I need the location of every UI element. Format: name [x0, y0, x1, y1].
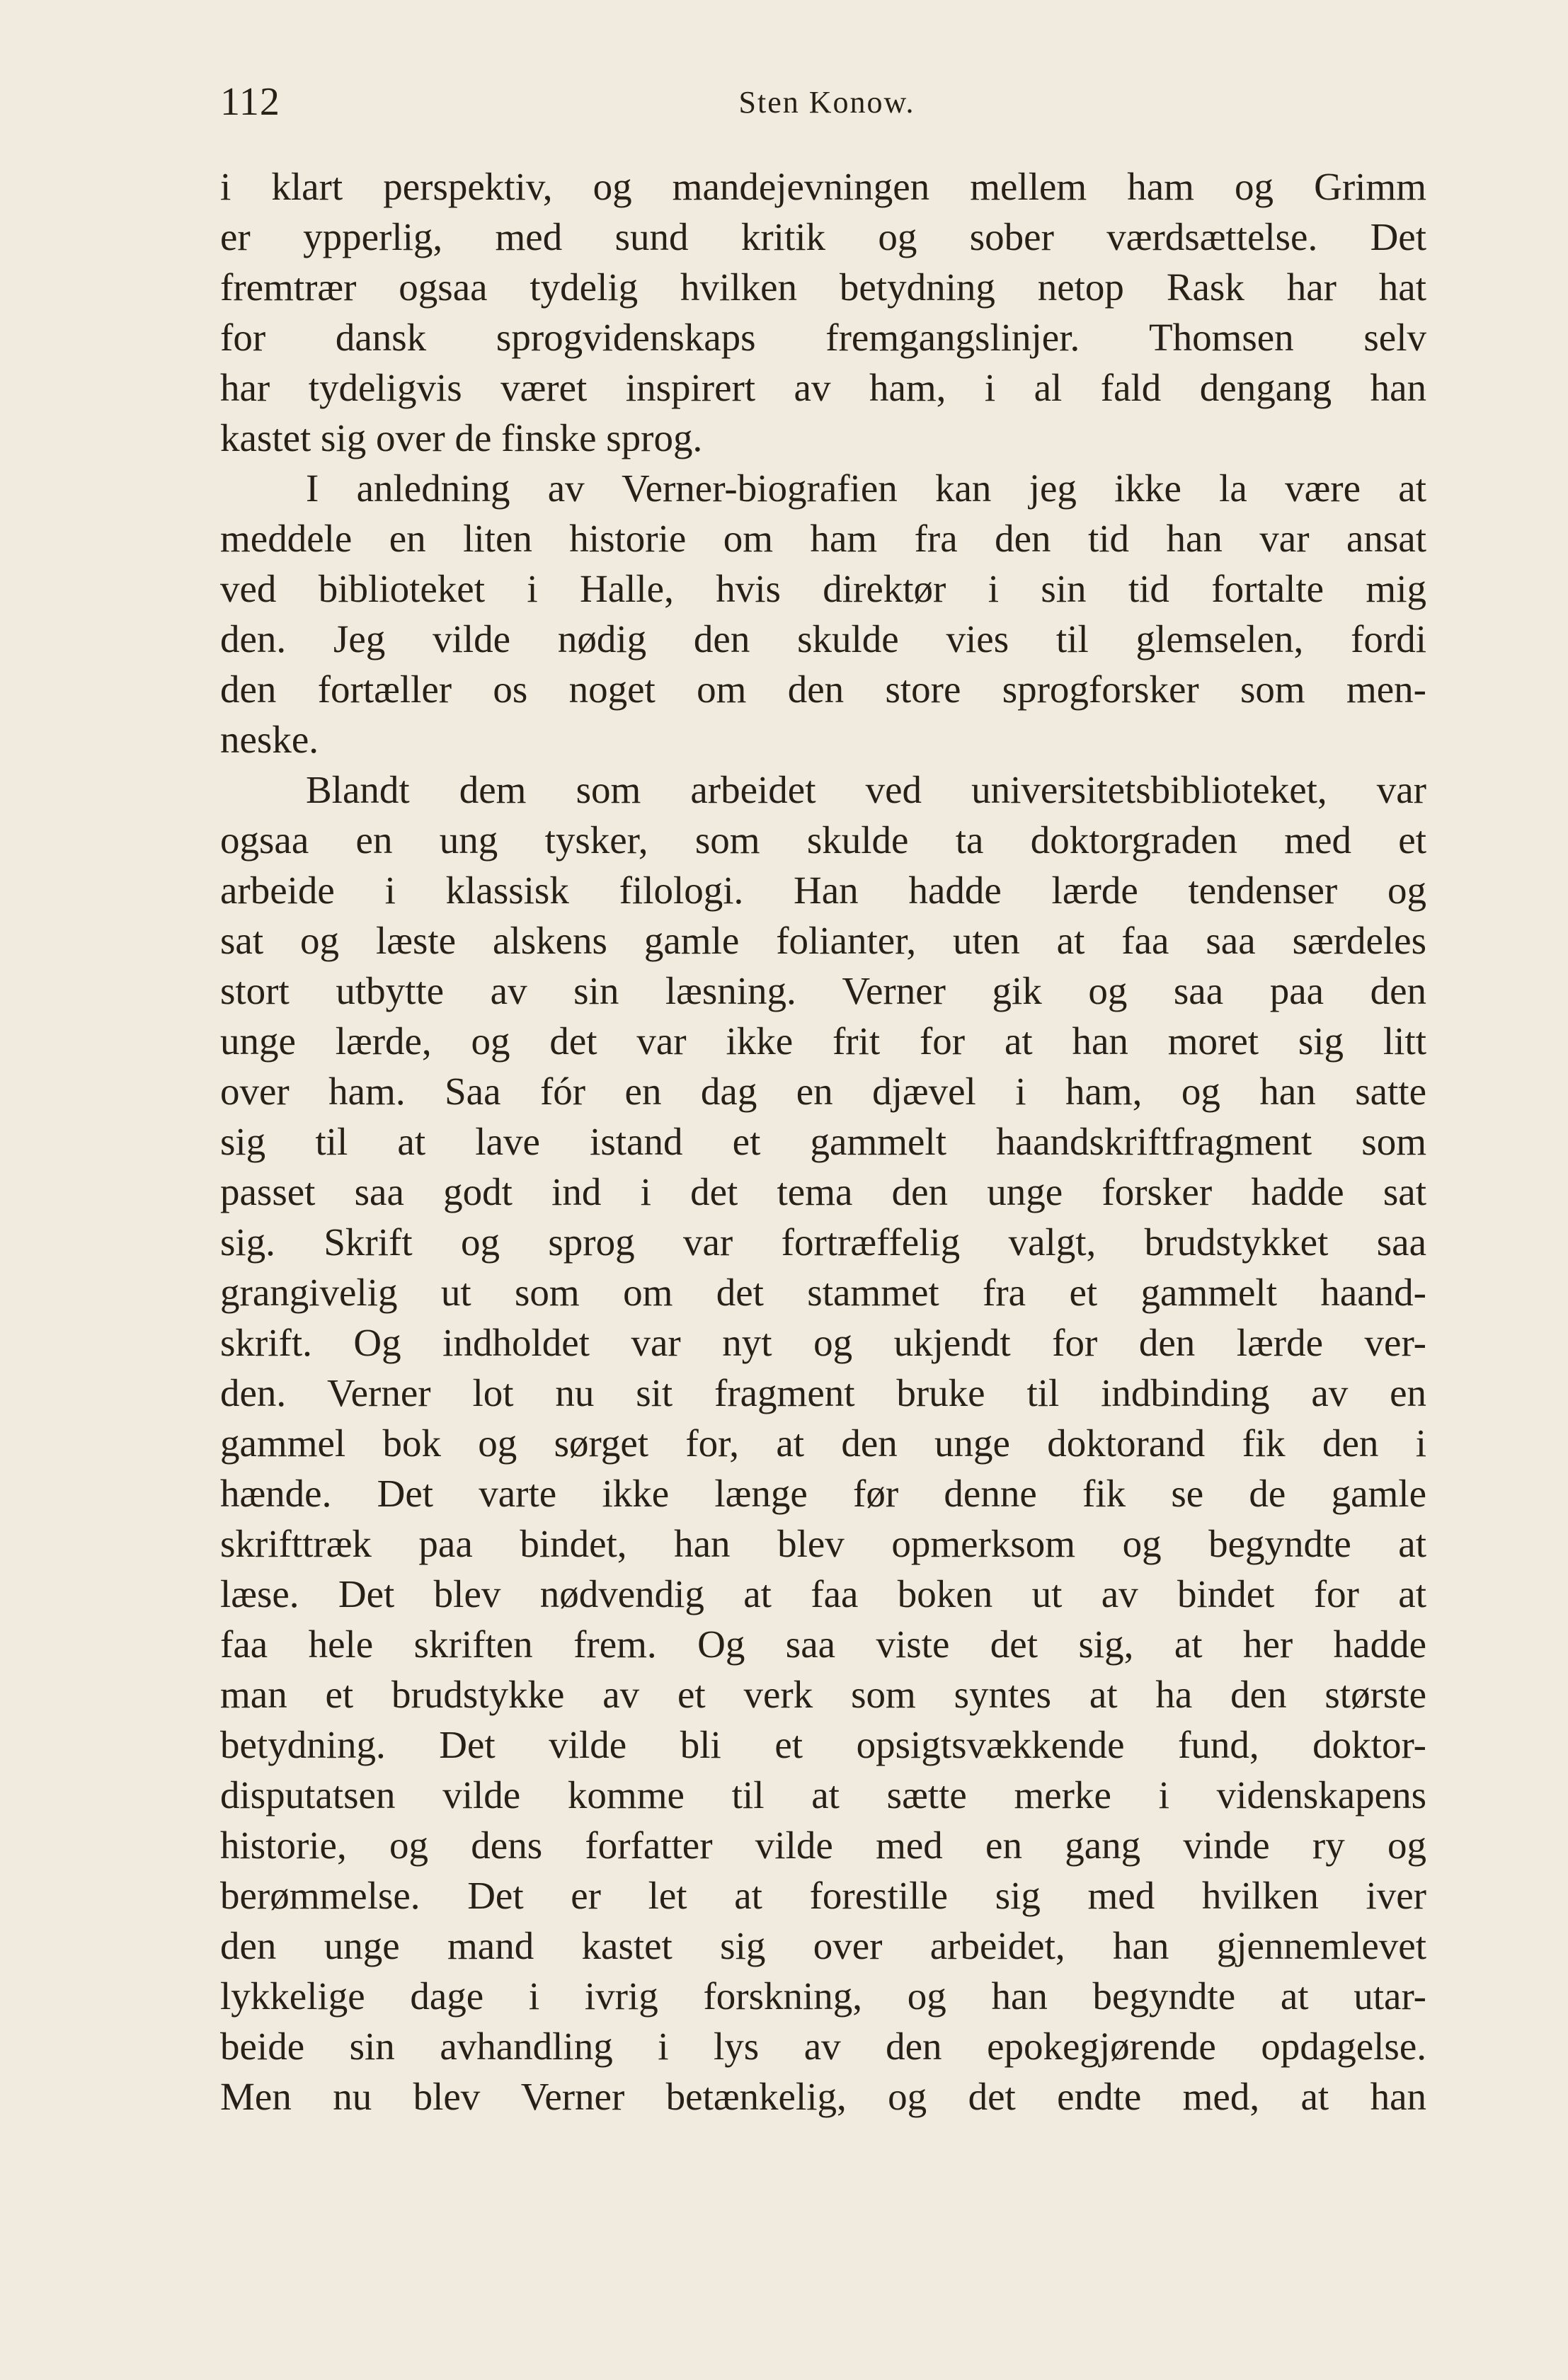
- text-line: beide sin avhandling i lys av den epokegjørende opdagelse.: [220, 2025, 1426, 2068]
- text-line: Blandt dem som arbeidet ved universitetsbiblioteket, var: [306, 768, 1426, 811]
- text-line: skrifttræk paa bindet, han blev opmerksom og begyndte at: [220, 1522, 1426, 1565]
- text-line: man et brudstykke av et verk som syntes at ha den største: [220, 1673, 1426, 1716]
- text-line: sat og læste alskens gamle folianter, uten at faa saa særdeles: [220, 919, 1426, 962]
- running-head: Sten Konow.: [738, 85, 915, 120]
- text-line: har tydeligvis været inspirert av ham, i al fald dengang han: [220, 366, 1426, 409]
- text-line: den fortæller os noget om den store sprogforsker som men-: [220, 668, 1426, 711]
- text-line: faa hele skriften frem. Og saa viste det sig, at her hadde: [220, 1623, 1426, 1666]
- text-line: berømmelse. Det er let at forestille sig med hvilken iver: [220, 1874, 1426, 1917]
- text-line: skrift. Og indholdet var nyt og ukjendt for den lærde ver-: [220, 1321, 1426, 1364]
- text-line: stort utbytte av sin læsning. Verner gik og saa paa den: [220, 969, 1426, 1012]
- text-line: den. Verner lot nu sit fragment bruke til indbinding av en: [220, 1371, 1426, 1414]
- text-line: i klart perspektiv, og mandejevningen mellem ham og Grimm: [220, 165, 1426, 208]
- text-line: den. Jeg vilde nødig den skulde vies til glemselen, fordi: [220, 617, 1426, 660]
- text-line: neske.: [220, 718, 319, 761]
- page-number: 112: [220, 80, 280, 124]
- text-line: kastet sig over de finske sprog.: [220, 416, 703, 459]
- text-line: passet saa godt ind i det tema den unge forsker hadde sat: [220, 1170, 1426, 1213]
- text-line: den unge mand kastet sig over arbeidet, han gjennemlevet: [220, 1924, 1426, 1967]
- text-line: Men nu blev Verner betænkelig, og det endte med, at han: [220, 2075, 1426, 2118]
- page-header: [220, 74, 1433, 130]
- text-line: betydning. Det vilde bli et opsigtsvækkende fund, doktor-: [220, 1723, 1426, 1766]
- text-line: lykkelige dage i ivrig forskning, og han begyndte at utar-: [220, 1974, 1426, 2018]
- text-line: hænde. Det varte ikke længe før denne fik se de gamle: [220, 1472, 1426, 1515]
- text-line: over ham. Saa fór en dag en djævel i ham, og han satte: [220, 1070, 1426, 1113]
- text-line: historie, og dens forfatter vilde med en gang vinde ry og: [220, 1824, 1426, 1867]
- text-line: gammel bok og sørget for, at den unge doktorand fik den i: [220, 1421, 1426, 1465]
- text-line: læse. Det blev nødvendig at faa boken ut av bindet for at: [220, 1572, 1426, 1615]
- body-text: [220, 161, 1426, 2122]
- text-line: ogsaa en ung tysker, som skulde ta doktorgraden med et: [220, 818, 1426, 862]
- text-line: ved biblioteket i Halle, hvis direktør i sin tid fortalte mig: [220, 567, 1426, 610]
- text-line: meddele en liten historie om ham fra den tid han var ansat: [220, 517, 1426, 560]
- text-line: grangivelig ut som om det stammet fra et gammelt haand-: [220, 1271, 1426, 1314]
- text-line: I anledning av Verner-biografien kan jeg ikke la være at: [306, 467, 1426, 510]
- text-line: unge lærde, og det var ikke frit for at han moret sig litt: [220, 1019, 1426, 1063]
- text-line: for dansk sprogvidenskaps fremgangslinjer. Thomsen selv: [220, 316, 1426, 359]
- text-line: sig. Skrift og sprog var fortræffelig valgt, brudstykket saa: [220, 1220, 1426, 1264]
- text-line: er ypperlig, med sund kritik og sober værdsættelse. Det: [220, 215, 1426, 258]
- text-line: arbeide i klassisk filologi. Han hadde lærde tendenser og: [220, 869, 1426, 912]
- text-line: disputatsen vilde komme til at sætte merke i videnskapens: [220, 1773, 1426, 1817]
- text-line: sig til at lave istand et gammelt haandskriftfragment som: [220, 1120, 1426, 1163]
- text-line: fremtrær ogsaa tydelig hvilken betydning netop Rask har hat: [220, 265, 1426, 309]
